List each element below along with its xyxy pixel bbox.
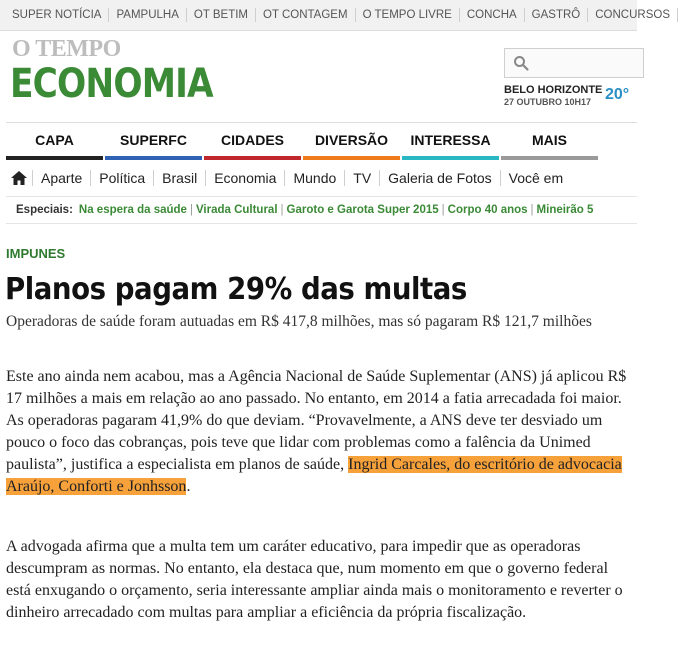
special-link-corpo-40-anos[interactable]: Corpo 40 anos — [447, 204, 528, 216]
tab-diversao[interactable]: DIVERSÃO — [303, 123, 400, 160]
tab-mais[interactable]: MAIS — [501, 123, 598, 160]
weather-date: 27 OUTUBRO 10H17 — [504, 97, 592, 107]
subnav-item-aparte[interactable]: Aparte — [32, 170, 90, 186]
toplink-concursos[interactable]: CONCURSOS — [588, 8, 678, 22]
toplink-super-noticia[interactable]: SUPER NOTÍCIA — [0, 8, 109, 22]
tab-interessa[interactable]: INTERESSA — [402, 123, 499, 160]
subnav-item-mundo[interactable]: Mundo — [284, 170, 344, 186]
toplink-pampulha[interactable]: PAMPULHA — [109, 8, 186, 22]
specials-label: Especiais: — [16, 204, 73, 216]
weather-city: BELO HORIZONTE — [504, 84, 603, 96]
tab-capa[interactable]: CAPA — [6, 123, 103, 160]
toplink-gastro[interactable]: GASTRÔ — [525, 8, 589, 22]
sub-nav — [6, 164, 637, 192]
search-input[interactable] — [504, 48, 644, 78]
subnav-item-voce-em[interactable]: Você em — [500, 170, 571, 186]
divider: | — [441, 204, 445, 216]
article-headline: Planos pagam 29% das multas — [5, 272, 467, 307]
special-link-mineirao[interactable]: Mineirão 5 — [536, 204, 594, 216]
article-kicker[interactable]: IMPUNES — [6, 246, 66, 261]
site-logo[interactable]: O TEMPO — [12, 36, 121, 62]
toplink-concha[interactable]: CONCHA — [460, 8, 525, 22]
paragraph-text: Este ano ainda nem acabou, mas a Agência Nacional de Saúde Suplementar (ANS) já aplicou R$ 17 milhões a mais em relação ao ano passado. No entanto, em 2014 a fatia arrecadada foi maior. As operadoras pagaram 41,9% do que deviam. “Provavelmente, a ANS deve ter desviado um pouco o foco das cobranças, pois teve que lidar com problemas como a falência da Unimed paulista”, justifica a especialista em planos de saúde, — [6, 368, 627, 473]
special-link-garoto-e-garota[interactable]: Garoto e Garota Super 2015 — [286, 204, 439, 216]
subnav-item-galeria-de-fotos[interactable]: Galeria de Fotos — [379, 170, 500, 186]
divider: | — [280, 204, 284, 216]
subnav-item-politica[interactable]: Política — [90, 170, 153, 186]
highlighted-text-selection[interactable]: Ingrid Carcales, do escritório de advocacia Araújo, Conforti e Jonhsson — [6, 456, 622, 495]
specials-bar — [6, 196, 637, 224]
subnav-item-tv[interactable]: TV — [344, 170, 379, 186]
toplink-ot-contagem[interactable]: OT CONTAGEM — [256, 8, 356, 22]
top-partner-links — [0, 0, 670, 31]
subnav-item-economia[interactable]: Economia — [205, 170, 284, 186]
subnav-item-brasil[interactable]: Brasil — [153, 170, 205, 186]
divider: | — [189, 204, 193, 216]
article-paragraph: A advogada afirma que a multa tem um caráter educativo, para impedir que as operadoras descumpram as normas. No entanto, ela destaca que, num momento em que o governo federal está enxugando o orçamento, seria interessante ampliar ainda mais o monitoramento e reverter o dinheiro arrecadado com multas para ampliar a eficiência da própria fiscalização. — [6, 538, 623, 621]
divider: | — [530, 204, 534, 216]
main-nav — [6, 122, 637, 161]
section-title[interactable]: ECONOMIA — [10, 61, 213, 107]
special-link-na-espera-da-saude[interactable]: Na espera da saúde — [78, 204, 187, 216]
article-paragraph — [6, 366, 631, 498]
search-icon[interactable] — [513, 55, 529, 75]
weather-temperature: 20° — [605, 86, 630, 103]
toplink-ot-betim[interactable]: OT BETIM — [187, 8, 256, 22]
article-subtitle: Operadoras de saúde foram autuadas em R$ 417,8 milhões, mas só pagaram R$ 121,7 milhões — [6, 313, 592, 330]
home-icon[interactable] — [6, 171, 32, 185]
tab-superfc[interactable]: SUPERFC — [105, 123, 202, 160]
toplink-o-tempo-livre[interactable]: O TEMPO LIVRE — [356, 8, 460, 22]
special-link-virada-cultural[interactable]: Virada Cultural — [195, 204, 278, 216]
tab-cidades[interactable]: CIDADES — [204, 123, 301, 160]
paragraph-end: . — [186, 478, 191, 495]
